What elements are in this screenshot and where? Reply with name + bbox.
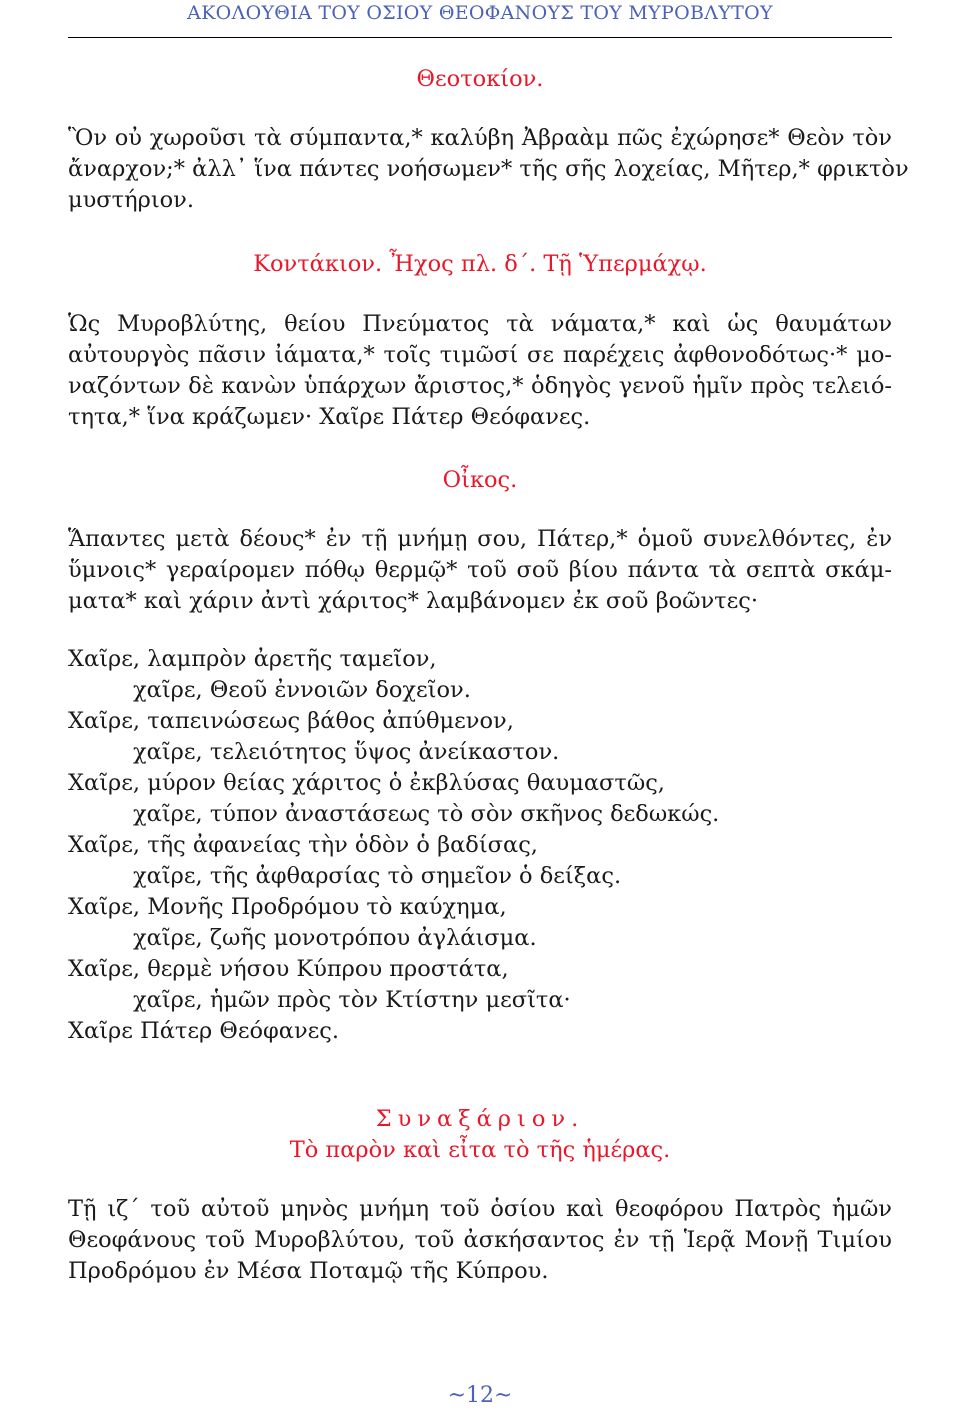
chairetismos-second: χαῖρε, τύπον ἀναστάσεως τὸ σὸν σκῆνος δεδωκώς. [133,801,720,827]
chairetismos-first: Χαῖρε, τῆς ἀφανείας τὴν ὁδὸν ὁ βαδίσας, [68,832,538,858]
synaxarion-title: Συναξάριον. [375,1106,585,1132]
oikos-text [68,524,892,617]
chairetismos-second: χαῖρε, ζωῆς μονοτρόπου ἀγλάισμα. [133,925,537,951]
kontakion-text [68,309,892,433]
text-line: ὕμνοις* γεραίρομεν πόθῳ θερμῷ* τοῦ σοῦ βίου πάντα τὰ σεπτὰ σκάμ- [68,557,892,583]
header-rule [68,37,892,38]
text-line: αὐτουργὸς πᾶσιν ἰάματα,* τοῖς τιμῶσί σε παρέχεις ἀφθονοδότως·* μο- [68,342,892,368]
synaxarion-text [68,1194,892,1287]
oikos-heading: Οἶκος. [442,467,518,493]
synaxarion-subtitle: Τὸ παρὸν καὶ εἶτα τὸ τῆς ἡμέρας. [289,1137,671,1163]
text-line: Προδρόμου ἐν Μέσα Ποταμῷ τῆς Κύπρου. [68,1258,549,1284]
chairetismos-first: Χαῖρε, θερμὲ νήσου Κύπρου προστάτα, [68,956,509,982]
chairetismos-second: χαῖρε, τῆς ἀφθαρσίας τὸ σημεῖον ὁ δείξας. [133,863,622,889]
page-number: ~12~ [447,1383,513,1408]
text-line: Ὃν οὐ χωροῦσι τὰ σύμπαντα,* καλύβη Ἀβραὰμ πῶς ἐχώρησε* Θεὸν τὸν [68,125,892,151]
chairetismos-first: Χαῖρε, ταπεινώσεως βάθος ἀπύθμενον, [68,708,514,734]
chairetismos-second: χαῖρε, ἡμῶν πρὸς τὸν Κτίστην μεσῖτα· [133,987,571,1013]
chairetismos-second: χαῖρε, Θεοῦ ἐννοιῶν δοχεῖον. [133,677,471,703]
text-line: Ἅπαντες μετὰ δέους* ἐν τῇ μνήμῃ σου, Πάτερ,* ὁμοῦ συνελθόντες, ἐν [68,526,892,552]
chairetismos-first: Χαῖρε, λαμπρὸν ἀρετῆς ταμεῖον, [68,646,437,672]
chairetismos-first: Χαῖρε, μύρον θείας χάριτος ὁ ἐκβλύσας θαυμαστῶς, [68,770,665,796]
text-line: ἄναρχον;* ἀλλ᾽ ἵνα πάντες νοήσωμεν* τῆς σῆς λοχείας, Μῆτερ,* φρικτὸν [68,156,909,182]
text-line: ματα* καὶ χάριν ἀντὶ χάριτος* λαμβάνομεν ἐκ σοῦ βοῶντες· [68,588,759,614]
theotokion-heading: Θεοτοκίον. [416,66,544,92]
running-head: ΑΚΟΛΟΥΘΙΑ ΤΟΥ ΟΣΙΟΥ ΘΕΟΦΑΝΟΥΣ ΤΟΥ ΜΥΡΟΒΛΥΤΟΥ [187,2,773,24]
text-line: Θεοφάνους τοῦ Μυροβλύτου, τοῦ ἀσκήσαντος ἐν τῇ Ἱερᾷ Μονῇ Τιμίου [68,1227,892,1253]
chairetismoi [68,644,892,1047]
theotokion-text [68,123,909,216]
text-line: Ὡς Μυροβλύτης, θείου Πνεύματος τὰ νάματα,* καὶ ὡς θαυμάτων [68,311,892,337]
text-line: Τῇ ιζ΄ τοῦ αὐτοῦ μηνὸς μνήμη τοῦ ὁσίου καὶ θεοφόρου Πατρὸς ἡμῶν [68,1196,892,1222]
text-line: τητα,* ἵνα κράζωμεν· Χαῖρε Πάτερ Θεόφανες. [68,404,591,430]
kontakion-heading: Κοντάκιον. Ἦχος πλ. δ΄. Τῇ Ὑπερμάχῳ. [253,251,707,277]
oikos-closing: Χαῖρε Πάτερ Θεόφανες. [68,1018,340,1044]
text-line: μυστήριον. [68,187,195,213]
text-line: ναζόντων δὲ κανὼν ὑπάρχων ἄριστος,* ὁδηγὸς γενοῦ ἡμῖν πρὸς τελειό- [68,373,892,399]
chairetismos-first: Χαῖρε, Μονῆς Προδρόμου τὸ καύχημα, [68,894,507,920]
chairetismos-second: χαῖρε, τελειότητος ὕψος ἀνείκαστον. [133,739,560,765]
